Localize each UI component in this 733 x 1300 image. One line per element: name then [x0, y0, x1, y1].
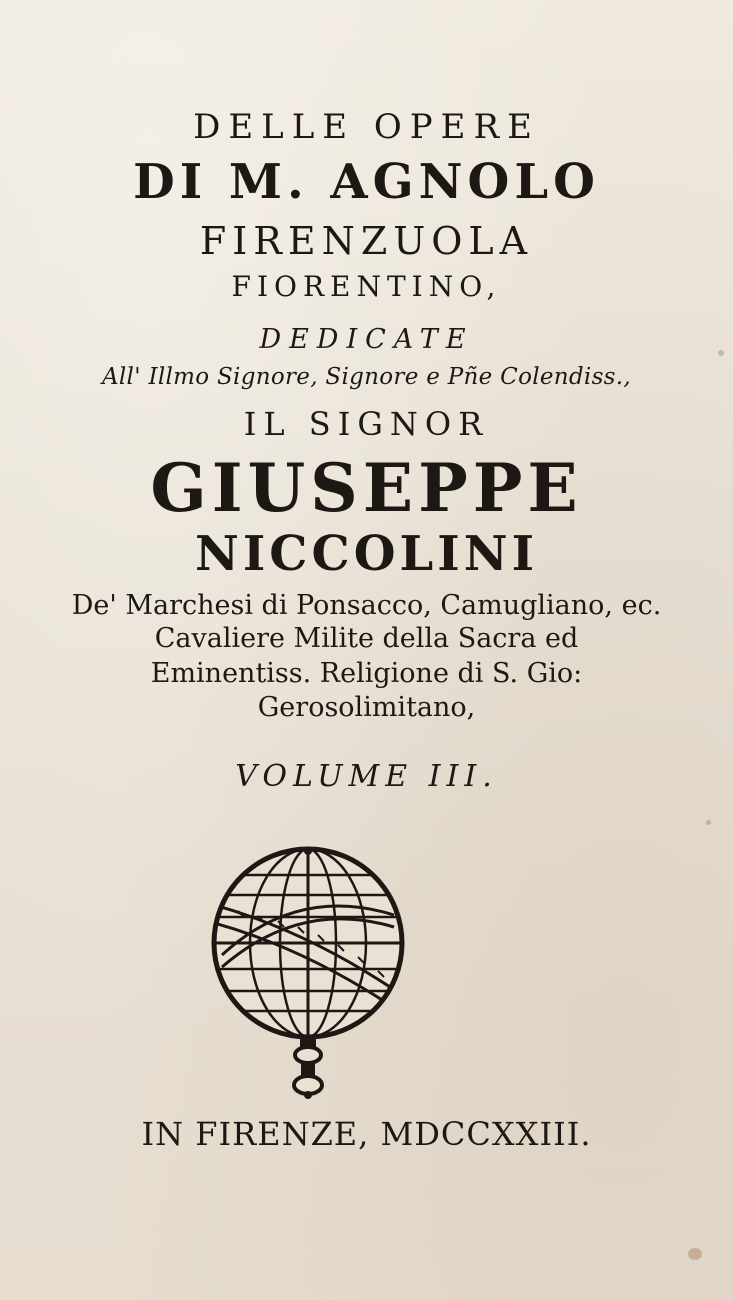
dedicatee-first-name: GIUSEPPE	[150, 449, 583, 527]
paper-stain	[688, 1248, 702, 1260]
dedicatee-description-1: De' Marchesi di Ponsacco, Camugliano, ec.	[71, 590, 662, 621]
dedication-honorific: All' Illmo Signore, Signore e Pñe Colendiss.,	[101, 364, 632, 390]
armillary-sphere-icon	[208, 845, 408, 1100]
title-line-2: DI M. AGNOLO	[133, 154, 600, 210]
dedicatee-title: IL SIGNOR	[243, 405, 490, 443]
author-surname: FIRENZUOLA	[199, 219, 534, 263]
imprint: IN FIRENZE, MDCCXXIII.	[141, 1115, 592, 1153]
dedicatee-description-2: Cavaliere Milite della Sacra ed	[154, 623, 579, 654]
dedication-heading: DEDICATE	[259, 324, 474, 355]
title-line-1: DELLE OPERE	[193, 107, 540, 147]
dedicatee-description-4: Gerosolimitano,	[257, 692, 476, 723]
dedicatee-description-3: Eminentiss. Religione di S. Gio:	[150, 658, 583, 689]
dedicatee-surname: NICCOLINI	[194, 526, 539, 582]
volume-label: VOLUME III.	[235, 759, 498, 794]
author-origin: FIORENTINO,	[231, 270, 502, 303]
paper-stain	[706, 820, 711, 825]
